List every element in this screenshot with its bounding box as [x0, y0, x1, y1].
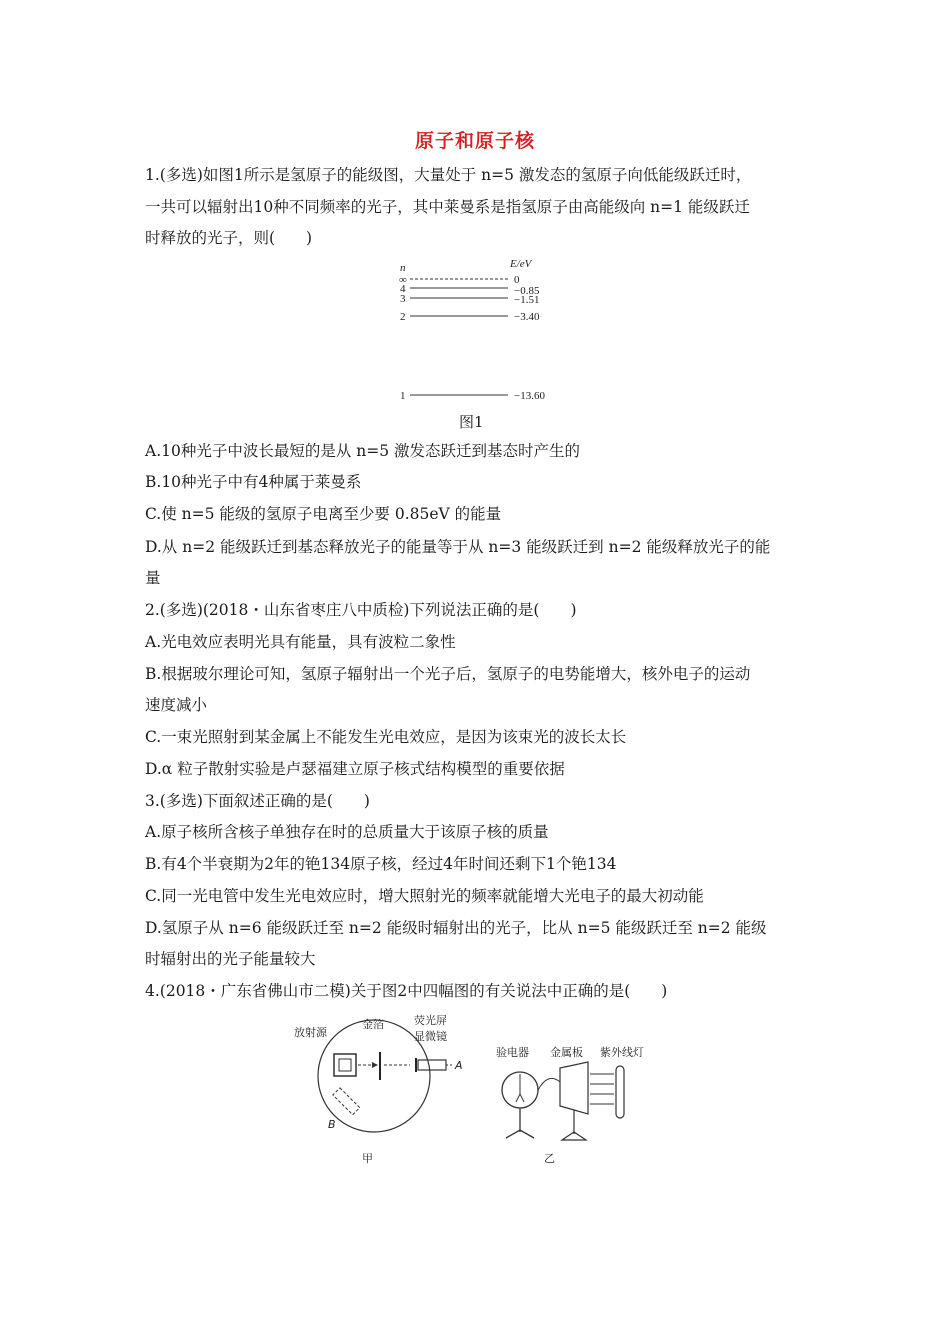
q2-option-b-cont: 速度减小 — [145, 696, 208, 714]
level-e-2: −3.40 — [514, 311, 540, 323]
beam-arrow — [372, 1062, 378, 1068]
microscope — [418, 1060, 446, 1070]
q1-line-3: 时释放的光子，则( ) — [145, 229, 313, 247]
q2-option-c: C.一束光照射到某金属上不能发生光电效应，是因为该束光的波长太长 — [145, 728, 627, 746]
position-b-label: B — [328, 1118, 336, 1131]
metal-plate — [560, 1062, 588, 1114]
q4-stem: 4.(2018・广东省佛山市二模)关于图2中四幅图的有关说法中正确的是( ) — [145, 982, 668, 1000]
rotated-microscope-b — [333, 1088, 360, 1115]
uv-lamp — [616, 1066, 624, 1118]
q2-option-b: B.根据玻尔理论可知，氢原子辐射出一个光子后，氢原子的电势能增大，核外电子的运动 — [145, 665, 751, 683]
energy-axis-label: E/eV — [510, 258, 532, 270]
source-box — [334, 1054, 356, 1076]
q3-stem: 3.(多选)下面叙述正确的是( ) — [145, 792, 370, 810]
page-title: 原子和原子核 — [414, 130, 535, 152]
electroscope-label: 验电器 — [496, 1046, 529, 1059]
fluorescent-screen-label: 荧光屏 — [414, 1014, 447, 1027]
level-n-1: 1 — [400, 390, 406, 402]
gold-foil-label: 金箔 — [362, 1018, 384, 1031]
figure-jia-caption: 甲 — [362, 1152, 373, 1165]
microscope-label: 显微镜 — [414, 1030, 447, 1043]
n-axis-label: n — [400, 262, 406, 274]
q1-line-2: 一共可以辐射出10种不同频率的光子，其中莱曼系是指氢原子由高能级向 n=1 能级跃迁 — [145, 198, 750, 216]
level-e-3: −1.51 — [514, 294, 540, 306]
level-n-4: 4 — [400, 283, 406, 295]
level-n-3: 3 — [400, 293, 406, 305]
uv-lamp-label: 紫外线灯 — [600, 1046, 644, 1059]
energy-level-diagram — [390, 254, 570, 404]
q1-option-b: B.10种光子中有4种属于莱曼系 — [145, 473, 362, 491]
q3-option-d: D.氢原子从 n=6 能级跃迁至 n=2 能级时辐射出的光子，比从 n=5 能级跃迁至 n=2 能级 — [145, 919, 767, 937]
q3-option-b: B.有4个半衰期为2年的铯134原子核，经过4年时间还剩下1个铯134 — [145, 855, 617, 873]
q3-option-c: C.同一光电管中发生光电效应时，增大照射光的频率就能增大光电子的最大初动能 — [145, 887, 704, 905]
level-n-inf: ∞ — [399, 274, 407, 286]
connecting-wire — [538, 1078, 560, 1090]
q2-option-a: A.光电效应表明光具有能量，具有波粒二象性 — [145, 633, 456, 651]
photoelectric-diagram — [492, 1042, 672, 1172]
q1-option-a: A.10种光子中波长最短的是从 n=5 激发态跃迁到基态时产生的 — [145, 442, 581, 460]
level-e-4: −0.85 — [514, 285, 540, 297]
metal-plate-label: 金属板 — [550, 1046, 583, 1059]
q1-option-d: D.从 n=2 能级跃迁到基态释放光子的能量等于从 n=3 能级跃迁到 n=2 能级释放光子的能 — [145, 538, 771, 556]
radioactive-source-label: 放射源 — [294, 1026, 327, 1039]
position-a-label: A — [455, 1059, 463, 1072]
figure-1-caption: 图1 — [459, 413, 484, 431]
q2-stem: 2.(多选)(2018・山东省枣庄八中质检)下列说法正确的是( ) — [145, 601, 577, 619]
level-n-2: 2 — [400, 311, 406, 323]
q3-option-d-cont: 时辐射出的光子能量较大 — [145, 950, 316, 968]
q2-option-d: D.α 粒子散射实验是卢瑟福建立原子核式结构模型的重要依据 — [145, 760, 565, 778]
alpha-scattering-diagram — [292, 1012, 472, 1172]
q1-line-1: 1.(多选)如图1所示是氢原子的能级图，大量处于 n=5 激发态的氢原子向低能级跃迁时， — [145, 166, 752, 184]
level-e-inf: 0 — [514, 274, 520, 286]
level-e-1: −13.60 — [514, 390, 545, 402]
q1-option-c: C.使 n=5 能级的氢原子电离至少要 0.85eV 的能量 — [145, 505, 502, 523]
q3-option-a: A.原子核所含核子单独存在时的总质量大于该原子核的质量 — [145, 823, 549, 841]
q1-option-d-cont: 量 — [145, 569, 161, 587]
figure-yi-caption: 乙 — [544, 1152, 555, 1165]
